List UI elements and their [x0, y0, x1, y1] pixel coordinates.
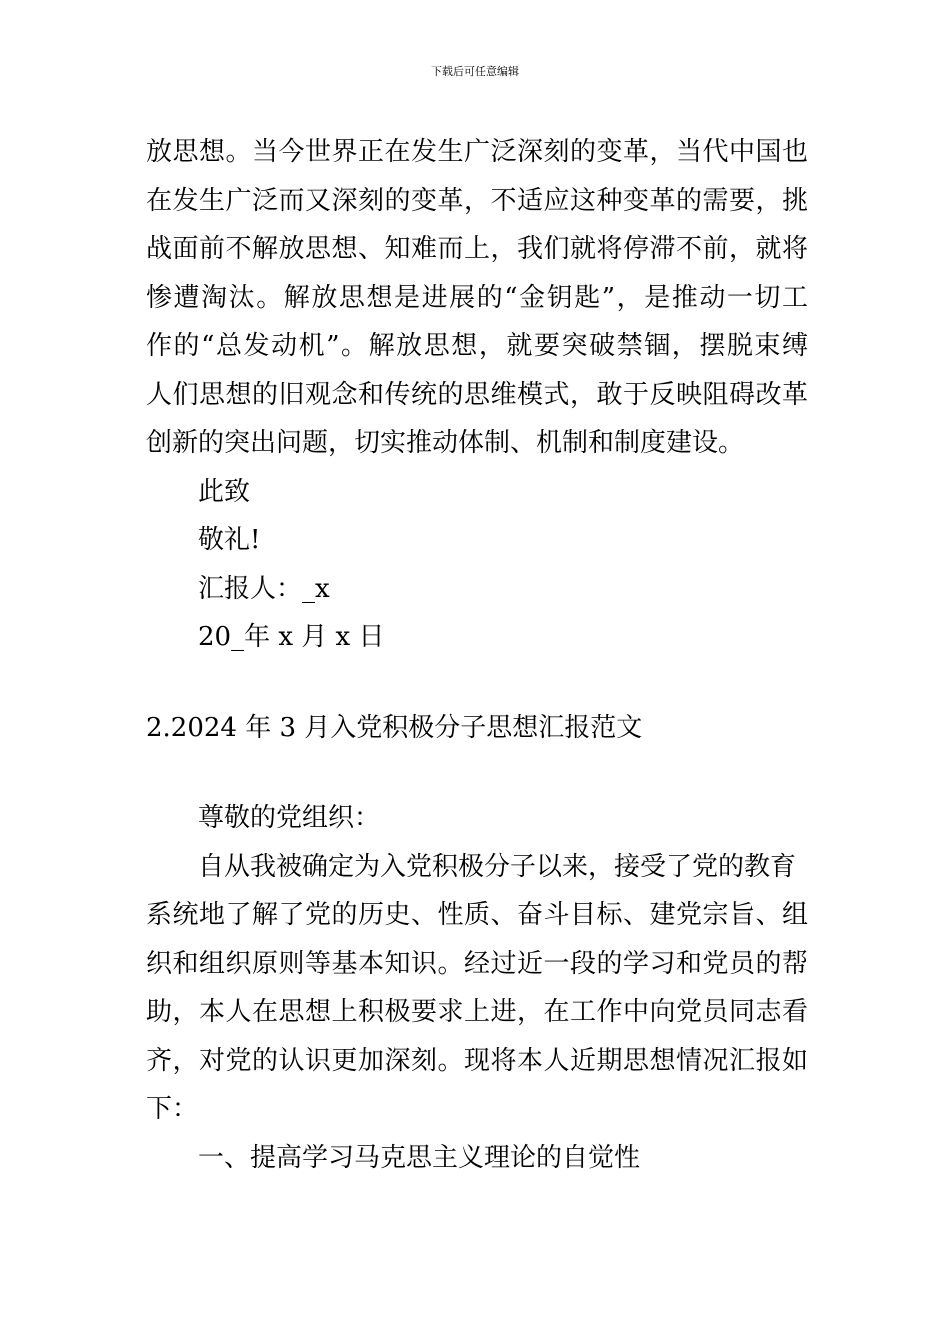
- reporter-line: 汇报人：_x: [198, 573, 330, 604]
- paragraph-line: 战面前不解放思想、知难而上，我们就将停滞不前，就将: [146, 234, 808, 264]
- page-header-note: 下载后可任意编辑: [431, 65, 519, 78]
- paragraph-line: 放思想。当今世界正在发生广泛深刻的变革，当代中国也: [146, 137, 808, 167]
- paragraph-line: 惨遭淘汰。解放思想是进展的“金钥匙”，是推动一切工: [146, 282, 808, 313]
- greeting: 尊敬的党组织：: [198, 803, 381, 833]
- paragraph-line: 人们思想的旧观念和传统的思维模式，敢于反映阻碍改革: [146, 379, 808, 410]
- paragraph-line: 创新的突出问题，切实推动体制、机制和制度建设。: [146, 428, 745, 458]
- paragraph-line: 助，本人在思想上积极要求上进，在工作中向党员同志看: [146, 997, 808, 1027]
- paragraph-line: 作的“总发动机”。解放思想，就要突破禁锢，摆脱束缚: [146, 331, 808, 361]
- paragraph-line: 下：: [146, 1094, 199, 1124]
- spacer: [146, 752, 808, 794]
- closing-salute-2: 敬礼!: [198, 525, 261, 555]
- paragraph-line: 齐，对党的认识更加深刻。现将本人近期思想情况汇报如: [146, 1045, 808, 1076]
- date-line: 20_年 x 月 x 日: [198, 622, 385, 652]
- paragraph-line: 在发生广泛而又深刻的变革，不适应这种变革的需要，挑: [146, 185, 808, 216]
- closing-salute-1: 此致: [198, 476, 251, 507]
- paragraph-line: 织和组织原则等基本知识。经过近一段的学习和党员的帮: [146, 948, 808, 979]
- document-body: [146, 128, 808, 1182]
- subheading: 一、提高学习马克思主义理论的自觉性: [198, 1142, 641, 1173]
- spacer: [146, 662, 808, 704]
- paragraph-line: 自从我被确定为入党积极分子以来，接受了党的教育: [198, 851, 797, 882]
- paragraph-line: 系统地了解了党的历史、性质、奋斗目标、建党宗旨、组: [146, 900, 808, 930]
- section-title: 2.2024 年 3 月入党积极分子思想汇报范文: [146, 712, 643, 743]
